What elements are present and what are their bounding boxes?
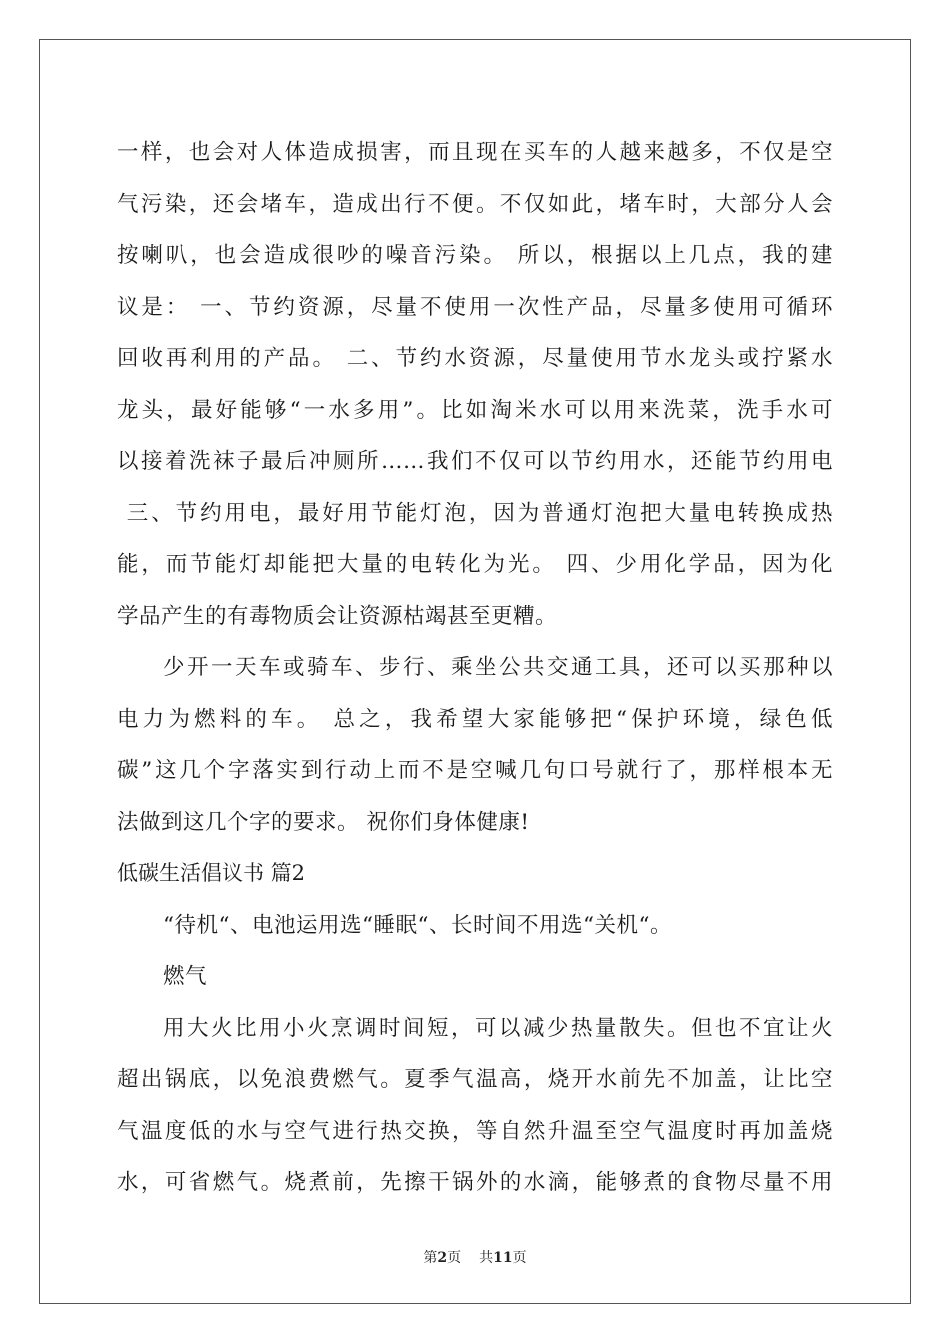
- body-line: 能，而节能灯却能把大量的电转化为光。 四、少用化学品，因为化: [117, 552, 833, 577]
- paragraph-start-line: 少开一天车或骑车、步行、乘坐公共交通工具，还可以买那种以: [163, 655, 833, 680]
- page-footer: [0, 1247, 950, 1267]
- total-prefix: 共: [479, 1250, 494, 1266]
- body-line: 回收再利用的产品。 二、节约水资源，尽量使用节水龙头或拧紧水: [117, 346, 833, 371]
- document-body: [117, 127, 833, 1209]
- body-line: 水，可省燃气。烧煮前，先擦干锅外的水滴，能够煮的食物尽量不用: [117, 1170, 833, 1195]
- page-number: 2: [437, 1250, 448, 1266]
- paragraph-start-line: “待机“、电池运用选“睡眠“、长时间不用选“关机“。: [163, 912, 672, 938]
- body-line: 三、节约用电，最好用节能灯泡，因为普通灯泡把大量电转换成热: [117, 500, 833, 526]
- body-line: 气温度低的水与空气进行热交换，等自然升温至空气温度时再加盖烧: [117, 1118, 833, 1144]
- body-line: 一样，也会对人体造成损害，而且现在买车的人越来越多，不仅是空: [117, 140, 833, 165]
- body-line: 按喇叭，也会造成很吵的噪音污染。 所以，根据以上几点，我的建: [117, 243, 833, 268]
- body-line: 议是： 一、节约资源，尽量不使用一次性产品，尽量多使用可循环: [117, 294, 833, 320]
- body-line: 以接着洗袜子最后冲厕所……我们不仅可以节约用水，还能节约用电: [117, 449, 833, 474]
- body-line: 法做到这几个字的要求。 祝你们身体健康!: [117, 809, 530, 835]
- subheading: 燃气: [163, 964, 208, 989]
- body-line: 气污染，还会堵车，造成出行不便。不仅如此，堵车时，大部分人会: [117, 191, 833, 217]
- page-prefix: 第: [423, 1250, 438, 1266]
- section-heading: 低碳生活倡议书 篇2: [117, 861, 306, 885]
- body-line: 龙头，最好能够“一水多用”。比如淘米水可以用来洗菜，洗手水可: [117, 397, 833, 423]
- paragraph-start-line: 用大火比用小火烹调时间短，可以减少热量散失。但也不宜让火: [163, 1015, 833, 1041]
- total-suffix: 页: [512, 1250, 527, 1266]
- page-suffix: 页: [447, 1250, 462, 1266]
- body-line: 学品产生的有毒物质会让资源枯竭甚至更糟。: [117, 603, 558, 629]
- body-line: 碳”这几个字落实到行动上而不是空喊几句口号就行了，那样根本无: [117, 758, 833, 783]
- total-pages: 11: [493, 1250, 513, 1266]
- body-line: 电力为燃料的车。 总之，我希望大家能够把“保护环境，绿色低: [117, 706, 833, 732]
- body-line: 超出锅底，以免浪费燃气。夏季气温高，烧开水前先不加盖，让比空: [117, 1067, 833, 1092]
